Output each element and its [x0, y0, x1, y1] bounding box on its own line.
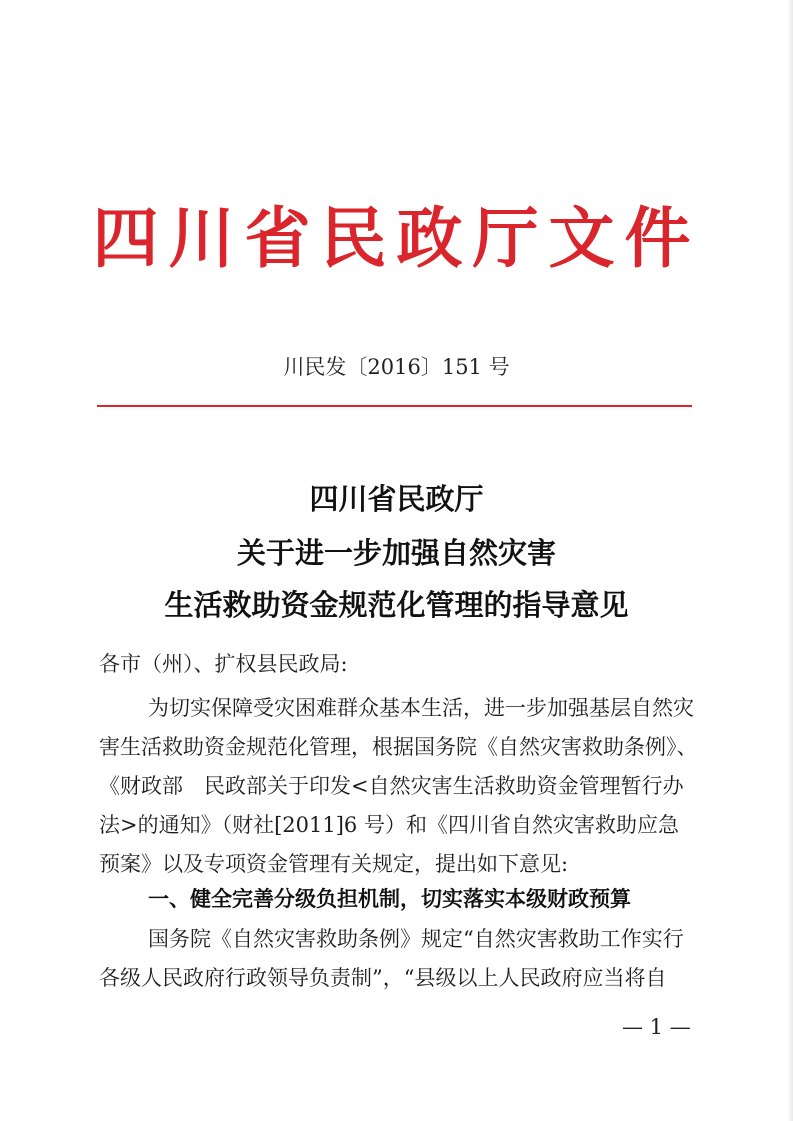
- paragraph-line: 法>的通知》（财社[2011]6 号）和《四川省自然灾害救助应急: [99, 813, 679, 837]
- paragraph-line: 预案》以及专项资金管理有关规定，提出如下意见:: [99, 852, 569, 876]
- document-title-line-1: 四川省民政厅: [309, 482, 484, 516]
- page-number: — 1 —: [622, 1015, 691, 1039]
- red-divider-line: [97, 405, 692, 407]
- document-title-line-2: 关于进一步加强自然灾害: [236, 536, 556, 570]
- paragraph-line: 国务院《自然灾害救助条例》规定“自然灾害救助工作实行: [148, 927, 684, 951]
- document-title-line-3: 生活救助资金规范化管理的指导意见: [164, 588, 629, 622]
- paragraph-line: 害生活救助资金规范化管理，根据国务院《自然灾害救助条例》、: [99, 735, 698, 759]
- paragraph-line: 为切实保障受灾困难群众基本生活，进一步加强基层自然灾: [148, 696, 694, 720]
- document-number: 川民发〔2016〕151 号: [283, 355, 510, 379]
- document-masthead: 四川省民政厅文件: [92, 199, 701, 277]
- salutation: 各市（州）、扩权县民政局:: [99, 652, 348, 676]
- section-heading-1: 一、健全完善分级负担机制，切实落实本级财政预算: [148, 887, 631, 911]
- paragraph-line: 各级人民政府行政领导负责制”，“县级以上人民政府应当将自: [99, 966, 667, 990]
- paragraph-line: 《财政部 民政部关于印发<自然灾害生活救助资金管理暂行办: [99, 774, 684, 798]
